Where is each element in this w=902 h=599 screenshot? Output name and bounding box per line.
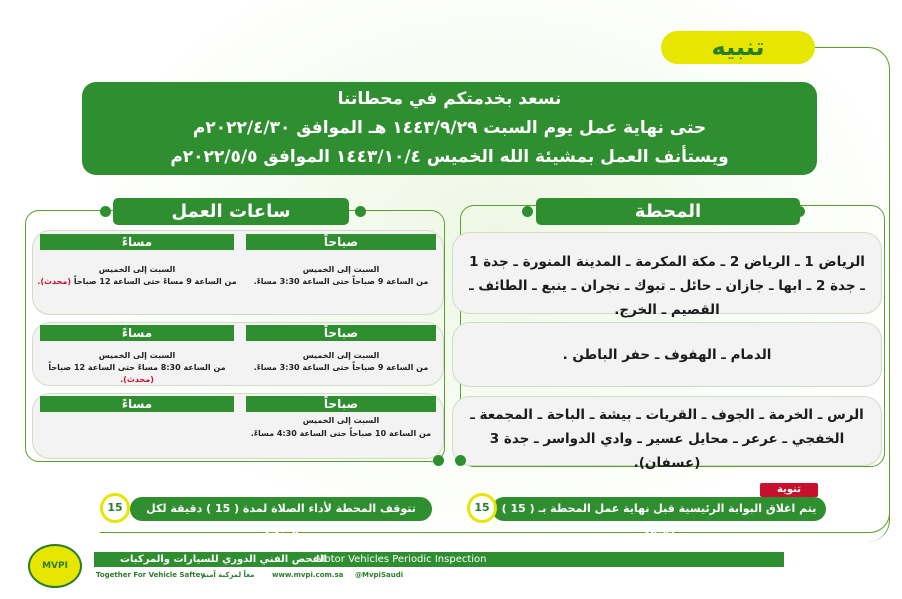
notice-line-3: ويستأنف العمل بمشيئة الله الخميس ١٤٤٣/١٠/٤ الموافق ٢٠٢٢/٥/٥م [170, 147, 729, 167]
prayer-stop-note: تتوقف المحطة لأداء الصلاة لمدة ( 15 ) دقيقة لكل فريضة [130, 497, 432, 521]
morning-time: من الساعة 9 صباحاً حتى الساعة 3:30 مساءً. [253, 277, 429, 286]
header-dot [522, 206, 533, 217]
footer-english-title: Motor Vehicles Periodic Inspection [316, 554, 487, 565]
station-list-3: الرس ـ الخرمة ـ الجوف ـ القريات ـ بيشة ـ الباحة ـ المجمعة ـ الخفجي ـ عرعر ـ محايل عسير ـ وادي الدواسر ـ جدة 3 (عسفان). [470, 407, 864, 471]
header-dot [794, 206, 805, 217]
updated-note: (محدث). [37, 277, 72, 286]
station-header: المحطة [536, 198, 800, 225]
fifteen-minute-badge: 15 [467, 493, 497, 523]
notice-badge: تنبيه [661, 31, 815, 64]
footer-arabic-title: الفحص الفني الدوري للسيارات والمركبات [120, 554, 327, 565]
station-list-1: الرياض 1 ـ الرياض 2 ـ مكة المكرمة ـ المدينة المنورة ـ جدة 1 ـ جدة 2 ـ ابها ـ جازان ـ حائل ـ تبوك ـ نجران ـ ينبع ـ الطائف ـ القصيم ـ الخرج. [469, 254, 865, 318]
notice-line-2: حتى نهاية عمل يوم السبت ١٤٤٣/٩/٢٩ هـ الموافق ٢٠٢٢/٤/٣٠م [192, 118, 707, 138]
notice-line-1: نسعد بخدمتكم في محطاتنا [337, 89, 562, 109]
social-handle[interactable]: @MvpiSaudi [355, 571, 404, 579]
slogan-english: Together For Vehicle Saftey [96, 571, 205, 579]
header-dot [100, 206, 111, 217]
evening-label: مساءً [40, 396, 234, 412]
mvpi-logo: MVPI [28, 544, 82, 588]
evening-label: مساءً [40, 234, 234, 250]
evening-label: مساءً [40, 325, 234, 341]
slogan-arabic: معاً لمركبة آمنة [202, 571, 255, 579]
evening-days: السبت إلى الخميس [98, 351, 176, 360]
morning-days: السبت إلى الخميس [302, 416, 380, 425]
connector-dot [455, 455, 466, 466]
morning-time: من الساعة 10 صباحاً حتى الساعة 4:30 مساءً. [250, 429, 432, 438]
connector-dot [433, 455, 444, 466]
morning-label: صباحاً [246, 325, 436, 341]
morning-time: من الساعة 9 صباحاً حتى الساعة 3:30 مساءً. [253, 363, 429, 372]
station-list-2: الدمام ـ الهفوف ـ حفر الباطن . [562, 347, 772, 363]
evening-time: من الساعة 8:30 مساءً حتى الساعة 12 صباحاً (محدث). [48, 363, 226, 384]
evening-time: من الساعة 9 مساءً حتى الساعة 12 صباحاً (محدث). [37, 277, 237, 286]
header-dot [355, 206, 366, 217]
gate-closing-note: يتم اغلاق البوابة الرئيسية قبل نهاية عمل المحطة بـ ( 15 ) دقيقة [492, 497, 826, 521]
evening-days: السبت إلى الخميس [98, 265, 176, 274]
station-card-2 [452, 322, 882, 387]
station-card-1 [452, 232, 882, 318]
website-link[interactable]: www.mvpi.com.sa [272, 571, 344, 579]
updated-note: (محدث). [120, 375, 154, 384]
notice-tag: تنوية [760, 483, 818, 497]
notice-banner [82, 82, 817, 175]
morning-days: السبت إلى الخميس [302, 351, 380, 360]
hours-header: ساعات العمل [113, 198, 349, 225]
fifteen-minute-badge: 15 [100, 493, 130, 523]
morning-label: صباحاً [246, 396, 436, 412]
morning-days: السبت إلى الخميس [302, 265, 380, 274]
station-card-3 [452, 396, 882, 471]
morning-label: صباحاً [246, 234, 436, 250]
